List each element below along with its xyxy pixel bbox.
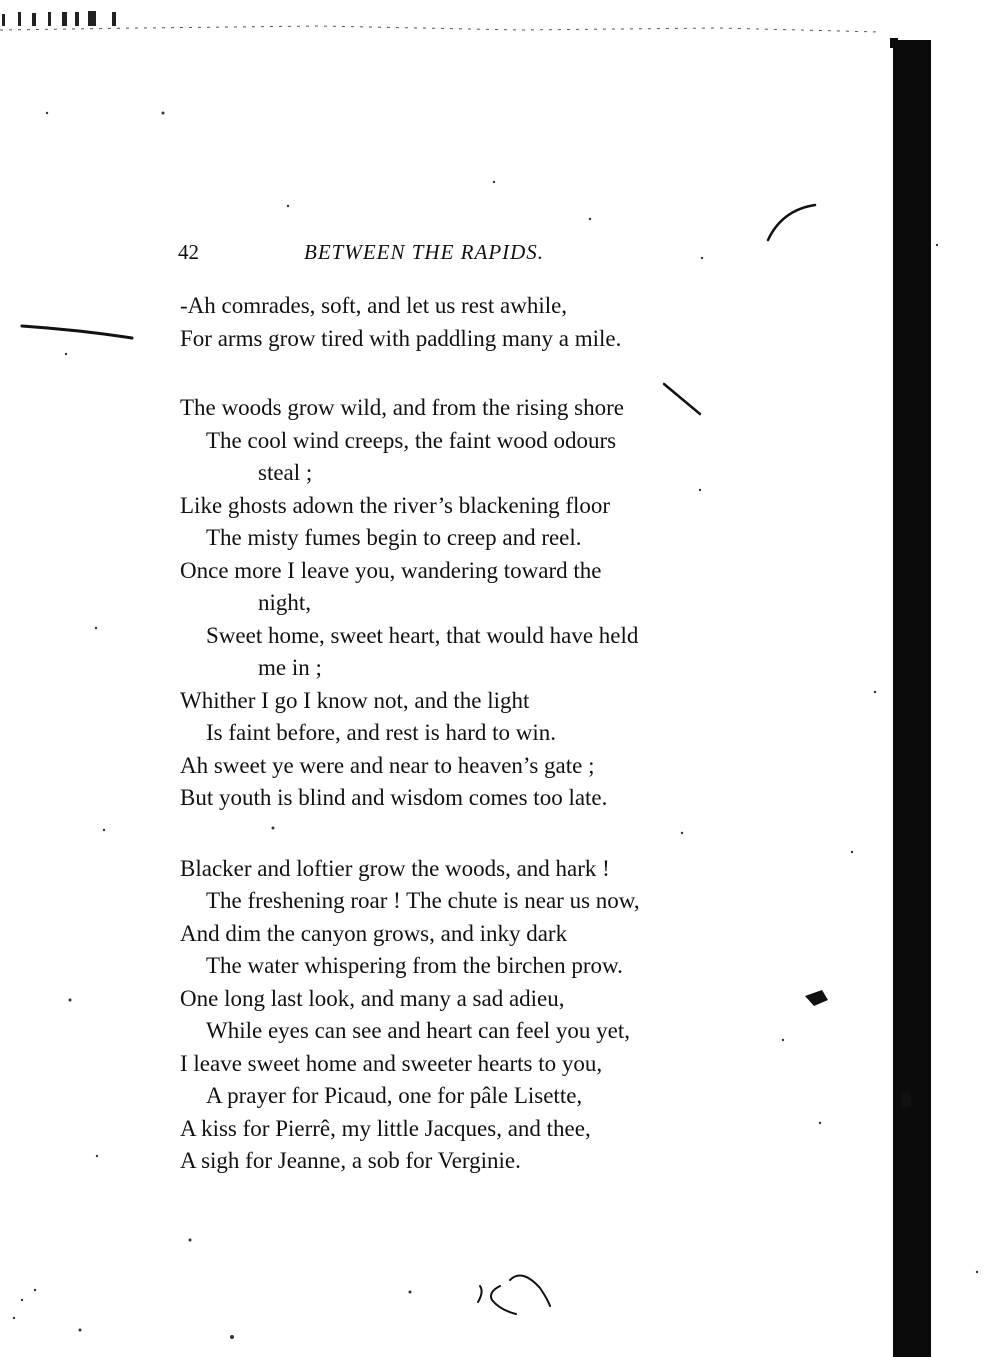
poem-line: Ah sweet ye were and near to heaven’s gate ;: [180, 752, 595, 778]
poem-line: A kiss for Pierrê, my little Jacques, and thee,: [180, 1115, 591, 1141]
poem-line: The woods grow wild, and from the rising shore: [180, 395, 624, 420]
poem-line: -Ah comrades, soft, and let us rest awhile,: [180, 293, 568, 318]
running-head: [178, 238, 698, 272]
poem-line: Sweet home, sweet heart, that would have held: [206, 622, 639, 648]
poem-line: The cool wind creeps, the faint wood odours: [206, 427, 617, 453]
stanza-2: [180, 392, 760, 815]
poem-line-continuation: me in ;: [258, 655, 322, 680]
stanza-break: [180, 355, 760, 392]
poem-line: The misty fumes begin to creep and reel.: [206, 525, 582, 550]
poem-line: I leave sweet home and sweeter hearts to you,: [180, 1050, 603, 1076]
poem-line-continuation: night,: [258, 590, 312, 615]
binding-shadow-edge: [890, 38, 898, 48]
poem-line: Once more I leave you, wandering toward the: [180, 557, 602, 583]
poem-line: While eyes can see and heart can feel you yet,: [206, 1018, 631, 1043]
poem-line-continuation: steal ;: [258, 460, 313, 485]
poem-line: A prayer for Picaud, one for pâle Lisette,: [206, 1083, 583, 1108]
poem-line: But youth is blind and wisdom comes too late.: [180, 785, 608, 810]
poem-line: Like ghosts adown the river’s blackening floor: [180, 492, 611, 518]
binding-shadow: [893, 40, 931, 1357]
poem-line: Whither I go I know not, and the light: [180, 687, 530, 713]
poem-line: The freshening roar ! The chute is near us now,: [206, 888, 640, 913]
poem-line: Is faint before, and rest is hard to win.: [206, 720, 557, 745]
poem-line: A sigh for Jeanne, a sob for Verginie.: [180, 1148, 521, 1173]
poem-line: One long last look, and many a sad adieu,: [180, 985, 565, 1011]
poem-line: And dim the canyon grows, and inky dark: [180, 920, 568, 946]
poem-body: [180, 290, 760, 1178]
poem-line: For arms grow tired with paddling many a mile.: [180, 325, 622, 351]
poem-line: The water whispering from the birchen prow.: [206, 953, 623, 978]
stanza-3: [180, 853, 760, 1178]
page-number: 42: [178, 240, 199, 264]
stanza-1: [180, 290, 760, 355]
stanza-break: [180, 815, 760, 853]
book-title: BETWEEN THE RAPIDS.: [304, 240, 545, 264]
poem-line: Blacker and loftier grow the woods, and hark !: [180, 855, 610, 881]
